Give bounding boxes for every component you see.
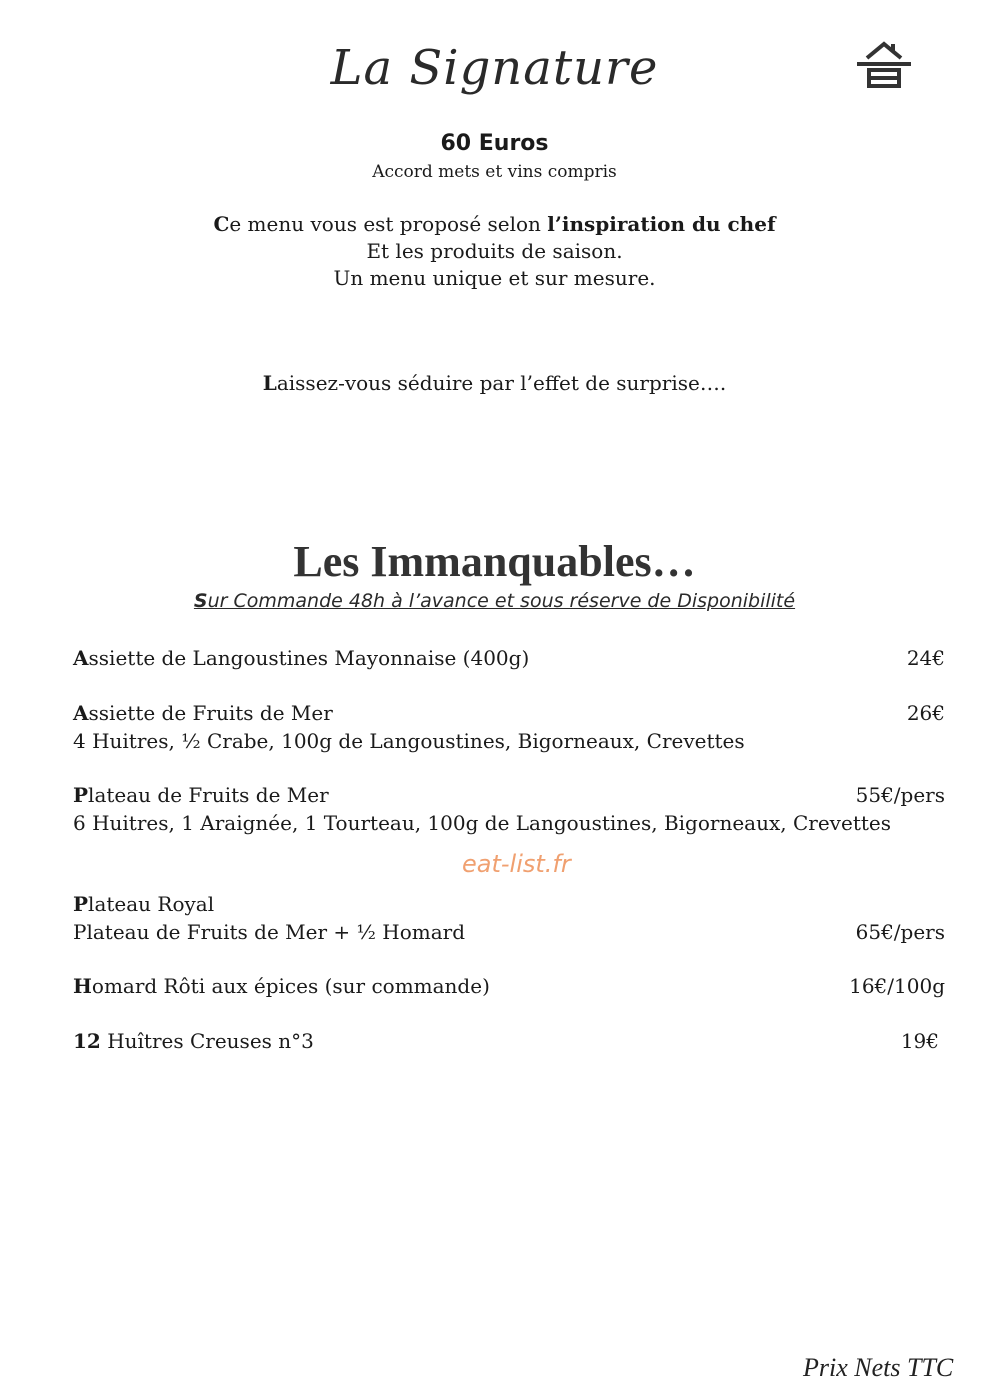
menu-item: [73, 890, 945, 946]
item-price: 26€: [906, 701, 945, 725]
item-name: lateau Royal: [88, 892, 215, 916]
item-detail: 4 Huitres, ½ Crabe, 100g de Langoustines, Bigorneaux, Crevettes: [73, 729, 745, 753]
item-initial: A: [73, 701, 89, 725]
menu-item: [73, 644, 945, 672]
item-name: Huîtres Creuses n°3: [100, 1029, 314, 1053]
item-name: ssiette de Fruits de Mer: [88, 701, 333, 725]
intro-bold: l’inspiration du chef: [547, 212, 776, 236]
item-name: ssiette de Langoustines Mayonnaise (400g): [88, 646, 530, 670]
note-initial: S: [193, 590, 208, 612]
section-note: [0, 590, 989, 612]
item-detail: Plateau de Fruits de Mer + ½ Homard: [73, 920, 466, 944]
item-price: 24€: [906, 646, 945, 670]
watermark: eat-list.fr: [462, 850, 571, 878]
signature-intro: [0, 211, 989, 292]
item-name: omard Rôti aux épices (sur commande): [91, 974, 490, 998]
item-price: 55€/pers: [855, 783, 945, 807]
intro-line-3: Un menu unique et sur mesure.: [333, 266, 656, 290]
footer-note: Prix Nets TTC: [803, 1353, 954, 1382]
item-initial: 12: [73, 1029, 101, 1053]
page-title: La Signature: [330, 40, 659, 96]
menu-item: [73, 972, 945, 1000]
intro-text: e menu vous est proposé selon: [229, 212, 548, 236]
surprise-text: aissez-vous séduire par l’effet de surprise….: [276, 371, 727, 395]
note-text: ur Commande 48h à l’avance et sous réserve de Disponibilité: [207, 590, 796, 612]
menu-item: [73, 781, 945, 837]
item-price: 65€/pers: [855, 920, 945, 944]
item-initial: A: [73, 646, 89, 670]
item-price: 19€: [900, 1029, 939, 1053]
item-detail: 6 Huitres, 1 Araignée, 1 Tourteau, 100g de Langoustines, Bigorneaux, Crevettes: [73, 811, 891, 835]
signature-subtitle: Accord mets et vins compris: [372, 162, 617, 182]
intro-line-2: Et les produits de saison.: [366, 239, 623, 263]
item-initial: P: [73, 892, 89, 916]
item-initial: P: [73, 783, 89, 807]
surprise-initial: L: [262, 371, 277, 395]
section-title: Les Immanquables…: [293, 537, 696, 586]
item-name: lateau de Fruits de Mer: [88, 783, 329, 807]
surprise-line: [0, 371, 989, 395]
menu-item: [73, 699, 945, 755]
item-initial: H: [73, 974, 92, 998]
signature-price: 60 Euros: [440, 131, 549, 156]
menu-item: [73, 1027, 945, 1055]
item-price: 16€/100g: [849, 974, 945, 998]
intro-initial: C: [213, 212, 230, 236]
house-icon: [853, 40, 915, 90]
